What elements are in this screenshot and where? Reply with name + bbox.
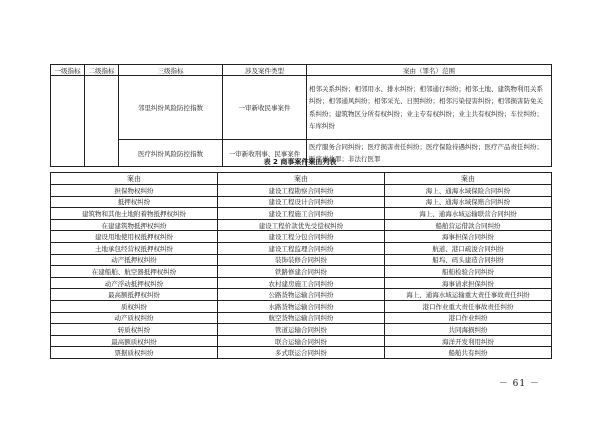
case-cell: 最高额抵押权纠纷 bbox=[51, 289, 218, 301]
case-header-col2: 案由 bbox=[218, 173, 385, 185]
case-cell: 铁路修建合同纠纷 bbox=[218, 266, 385, 278]
header-level2: 二级指标 bbox=[85, 65, 119, 76]
table-row bbox=[51, 277, 552, 289]
table-row bbox=[51, 76, 552, 140]
risk-index-table bbox=[50, 64, 552, 167]
level3-cell: 邻里纠纷风险防控指数 bbox=[119, 76, 223, 140]
case-header-row bbox=[51, 173, 552, 185]
table-row bbox=[51, 289, 552, 301]
case-cell: 农村建房施工合同纠纷 bbox=[218, 277, 385, 289]
table-row bbox=[51, 300, 552, 312]
case-cell: 船坞、码头建造合同纠纷 bbox=[385, 254, 552, 266]
case-cell: 海上、通海水域运输重大责任事故责任纠纷 bbox=[385, 289, 552, 301]
case-cell: 海事担保合同纠纷 bbox=[385, 231, 552, 243]
case-cell: 公路货物运输合同纠纷 bbox=[218, 289, 385, 301]
scope-cell: 相邻关系纠纷；相邻用水、排水纠纷；相邻通行纠纷；相邻土地、建筑物利用关系纠纷；相邻通风纠纷；相邻采光、日照纠纷；相邻污染侵害纠纷；相邻损害防免关系纠纷；建筑物区分所有权纠纷；业主专有权纠纷；业主共有权纠纷；车位纠纷；车库纠纷 bbox=[307, 76, 552, 140]
case-cell: 建设工程设计合同纠纷 bbox=[218, 196, 385, 208]
case-type-cell: 一审新收刑事、民事案件 bbox=[223, 140, 307, 167]
table-caption: 表 2 商事案件案由列表 bbox=[263, 158, 337, 166]
case-cell: 共同海损纠纷 bbox=[385, 324, 552, 336]
table-row bbox=[51, 254, 552, 266]
case-cell: 管道运输合同纠纷 bbox=[218, 324, 385, 336]
case-cell: 动产浮动抵押权纠纷 bbox=[51, 277, 218, 289]
table-row bbox=[51, 185, 552, 197]
case-cell: 港口作业纠纷 bbox=[385, 312, 552, 324]
case-cell: 港口作业重大责任事故责任纠纷 bbox=[385, 300, 552, 312]
case-cell: 海事请求担保纠纷 bbox=[385, 277, 552, 289]
header-level3: 三级指标 bbox=[119, 65, 223, 76]
case-cell: 海上、通海水域保赔合同纠纷 bbox=[385, 196, 552, 208]
case-cell: 建设用地使用权抵押权纠纷 bbox=[51, 231, 218, 243]
table-row bbox=[51, 242, 552, 254]
case-cell: 海洋开发利用纠纷 bbox=[385, 335, 552, 347]
table-row bbox=[51, 324, 552, 336]
case-cell: 海上、通海水域保险合同纠纷 bbox=[385, 185, 552, 197]
case-cell: 船舶营运借款合同纠纷 bbox=[385, 219, 552, 231]
case-cell: 建设工程勘察合同纠纷 bbox=[218, 185, 385, 197]
case-cell: 质权纠纷 bbox=[51, 300, 218, 312]
case-cell: 建设工程施工合同纠纷 bbox=[218, 208, 385, 220]
case-cell: 土地承包经营权抵押权纠纷 bbox=[51, 242, 218, 254]
case-cell: 建筑物和其他土地附着物抵押权纠纷 bbox=[51, 208, 218, 220]
case-cell: 建设工程分包合同纠纷 bbox=[218, 231, 385, 243]
case-cell: 担保物权纠纷 bbox=[51, 185, 218, 197]
level3-cell: 医疗纠纷风险防控指数 bbox=[119, 140, 223, 167]
case-cell: 航道、港口疏浚合同纠纷 bbox=[385, 242, 552, 254]
case-table-body bbox=[51, 185, 552, 359]
case-header-col3: 案由 bbox=[385, 173, 552, 185]
page-number: － 61 － bbox=[498, 379, 540, 389]
case-cell: 在建建筑物抵押权纠纷 bbox=[51, 219, 218, 231]
table-row bbox=[51, 335, 552, 347]
case-cell: 船舶共有纠纷 bbox=[385, 347, 552, 359]
header-level1: 一级指标 bbox=[51, 65, 85, 76]
case-cell: 航空货物运输合同纠纷 bbox=[218, 312, 385, 324]
case-cell: 票据质权纠纷 bbox=[51, 347, 218, 359]
case-cell: 船舶检验合同纠纷 bbox=[385, 266, 552, 278]
level1-cell bbox=[51, 76, 85, 167]
table-row bbox=[51, 219, 552, 231]
case-cell: 联合运输合同纠纷 bbox=[218, 335, 385, 347]
risk-index-header-row bbox=[51, 65, 552, 76]
case-cell: 建设工程监理合同纠纷 bbox=[218, 242, 385, 254]
scope-cell: 医疗服务合同纠纷；医疗损害责任纠纷；医疗保险待遇纠纷；医疗产品责任纠纷；医疗事故罪；非法行医罪 bbox=[307, 140, 552, 167]
case-cell: 抵押权纠纷 bbox=[51, 196, 218, 208]
case-header-col1: 案由 bbox=[51, 173, 218, 185]
table-row bbox=[51, 231, 552, 243]
commercial-case-table bbox=[50, 172, 552, 359]
case-cell: 海上、通海水域运输联营合同纠纷 bbox=[385, 208, 552, 220]
header-scope: 案由（罪名）范围 bbox=[307, 65, 552, 76]
case-cell: 建设工程价款优先受偿权纠纷 bbox=[218, 219, 385, 231]
case-cell: 最高额质权纠纷 bbox=[51, 335, 218, 347]
case-cell: 多式联运合同纠纷 bbox=[218, 347, 385, 359]
case-cell: 动产抵押权纠纷 bbox=[51, 254, 218, 266]
level2-cell bbox=[85, 76, 119, 167]
table-row bbox=[51, 312, 552, 324]
case-cell: 装饰装修合同纠纷 bbox=[218, 254, 385, 266]
table-row bbox=[51, 196, 552, 208]
header-case-type: 涉及案件类型 bbox=[223, 65, 307, 76]
table-row bbox=[51, 266, 552, 278]
case-cell: 动产质权纠纷 bbox=[51, 312, 218, 324]
case-type-cell: 一审新收民事案件 bbox=[223, 76, 307, 140]
table-row bbox=[51, 347, 552, 359]
case-cell: 转质权纠纷 bbox=[51, 324, 218, 336]
case-cell: 在建船舶、航空器抵押权纠纷 bbox=[51, 266, 218, 278]
table-row bbox=[51, 208, 552, 220]
case-cell: 水路货物运输合同纠纷 bbox=[218, 300, 385, 312]
